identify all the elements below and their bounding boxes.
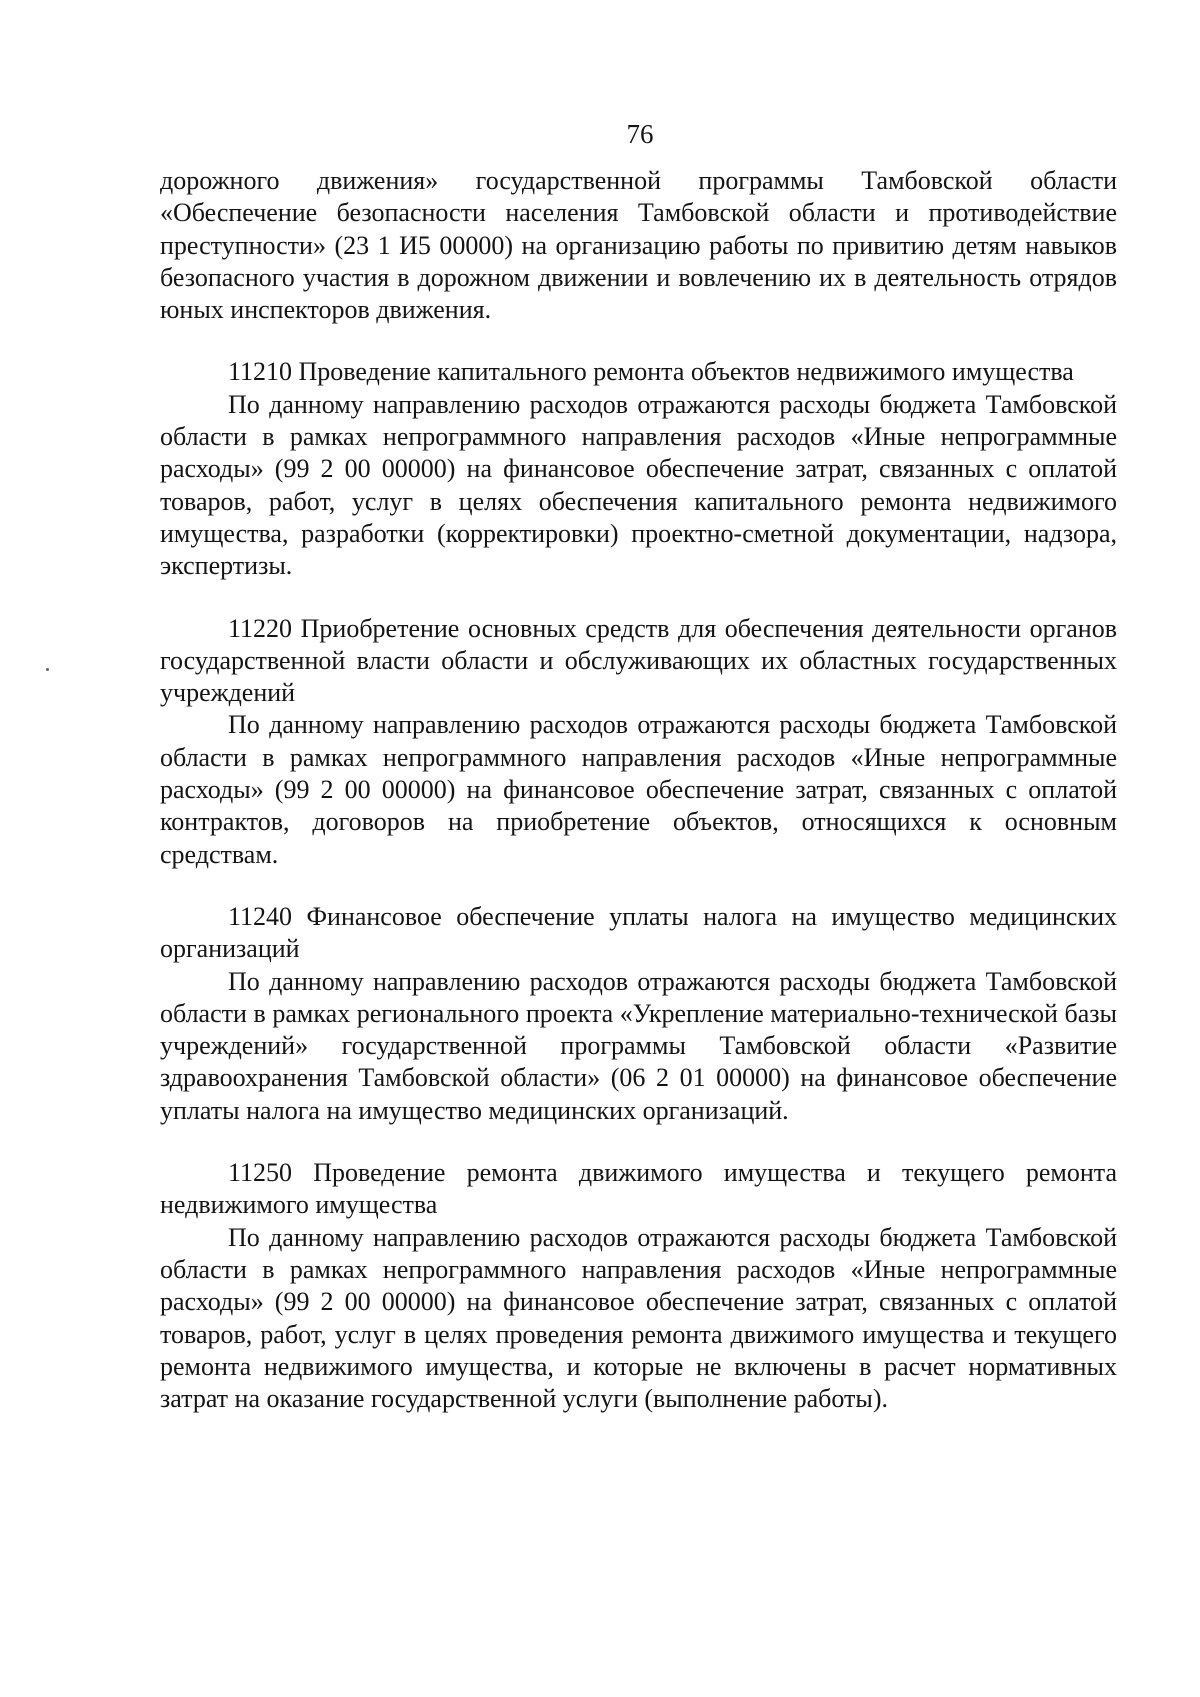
section-11240 — [160, 901, 1117, 1127]
section-gap — [160, 1127, 1117, 1157]
section-gap — [160, 871, 1117, 901]
scan-speck — [46, 668, 49, 671]
section-heading: 11220 Приобретение основных средств для обеспечения деятельности органов государственной власти области и обслуживающих их областных государственных учреждений — [160, 613, 1117, 708]
section-heading: 11210 Проведение капитального ремонта объектов недвижимого имущества — [228, 357, 1074, 387]
intro-paragraph: дорожного движения» государственной программы Тамбовской области «Обеспечение безопасности населения Тамбовской области и противодействие преступности» (23 1 И5 00000) на организацию работы по привитию детям навыков безопасного участия в дорожном движении и вовлечению их в деятельность отрядов юных инспекторов движения. — [160, 166, 1117, 325]
section-11250 — [160, 1157, 1117, 1415]
section-11220 — [160, 613, 1117, 871]
section-body: По данному направлению расходов отражаются расходы бюджета Тамбовской области в рамках непрограммного направления расходов «Иные непрограммные расходы» (99 2 00 00000) на финансовое обеспечение затрат, связанных с оплатой товаров, работ, услуг в целях проведения ремонта движимого имущества и текущего ремонта недвижимого имущества, и которые не включены в расчет нормативных затрат на оказание государственной услуги (выполнение работы). — [160, 1222, 1117, 1414]
section-gap — [160, 326, 1117, 356]
page-number: 76 — [626, 119, 654, 149]
section-body: По данному направлению расходов отражаются расходы бюджета Тамбовской области в рамках непрограммного направления расходов «Иные непрограммные расходы» (99 2 00 00000) на финансовое обеспечение затрат, связанных с оплатой контрактов, договоров на приобретение объектов, относящихся к основным средствам. — [160, 710, 1117, 869]
section-body: По данному направлению расходов отражаются расходы бюджета Тамбовской области в рамках непрограммного направления расходов «Иные непрограммные расходы» (99 2 00 00000) на финансовое обеспечение затрат, связанных с оплатой товаров, работ, услуг в целях обеспечения капитального ремонта недвижимого имущества, разработки (корректировки) проектно-сметной документации, надзора, экспертизы. — [160, 389, 1117, 581]
section-heading: 11250 Проведение ремонта движимого имущества и текущего ремонта недвижимого имущества — [160, 1158, 1117, 1220]
section-11210 — [160, 356, 1117, 582]
document-body — [160, 165, 1117, 1415]
section-heading: 11240 Финансовое обеспечение уплаты налога на имущество медицинских организаций — [160, 901, 1117, 964]
section-gap — [160, 583, 1117, 613]
section-body: По данному направлению расходов отражаются расходы бюджета Тамбовской области в рамках регионального проекта «Укрепление материально-технической базы учреждений» государственной программы Тамбовской области «Развитие здравоохранения Тамбовской области» (06 2 01 00000) на финансовое обеспечение уплаты налога на имущество медицинских организаций. — [160, 966, 1117, 1125]
